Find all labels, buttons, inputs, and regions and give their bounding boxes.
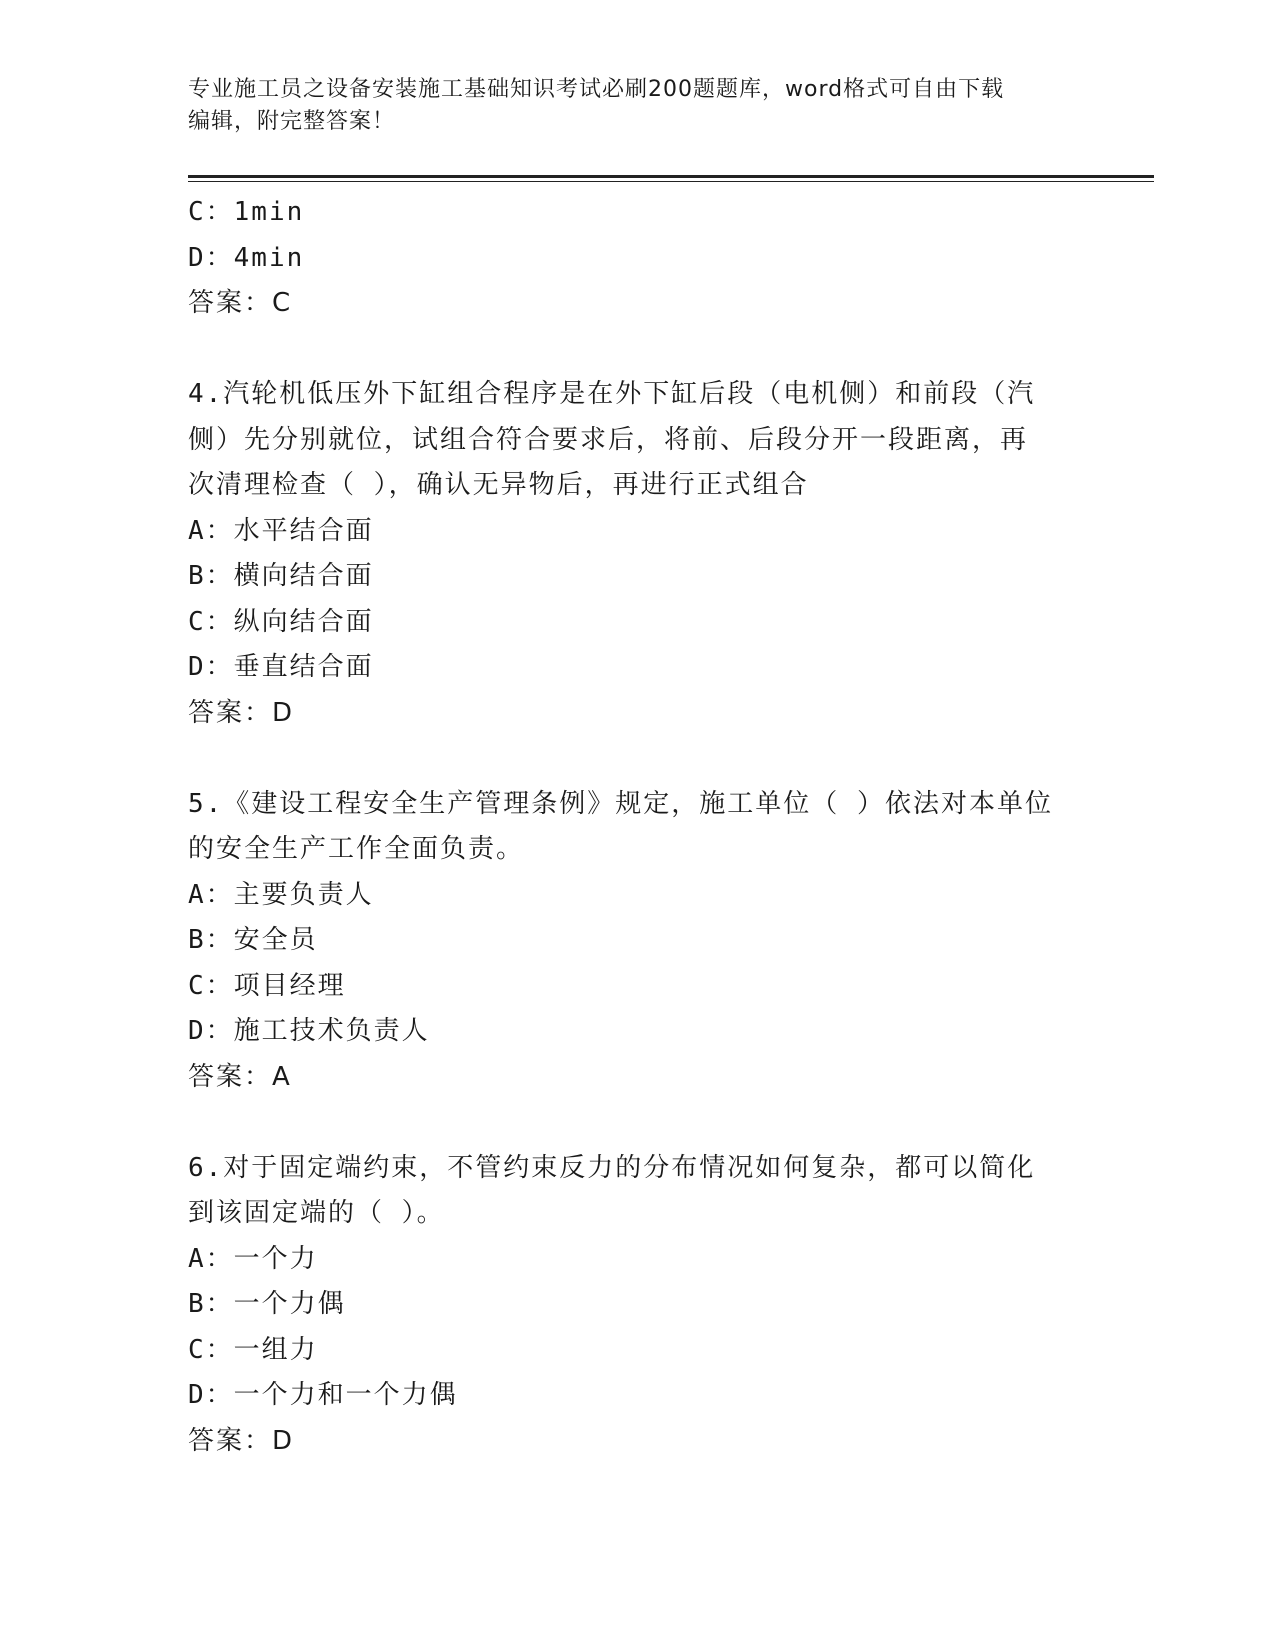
question-stem: 到该固定端的（ ）。 bbox=[188, 1198, 445, 1228]
question-4 bbox=[188, 372, 1088, 736]
option-d: D：施工技术负责人 bbox=[188, 1016, 430, 1046]
header-line-1: 专业施工员之设备安装施工基础知识考试必刷200题题库，word格式可自由下载 bbox=[188, 77, 1005, 102]
option-c: C：1min bbox=[188, 197, 305, 227]
option-b: B：一个力偶 bbox=[188, 1289, 346, 1319]
spacer bbox=[188, 327, 1088, 373]
option-d: D：垂直结合面 bbox=[188, 652, 374, 682]
option-b: B：安全员 bbox=[188, 925, 318, 955]
answer-line: 答案：D bbox=[188, 1425, 295, 1456]
question-stem: 的安全生产工作全面负责。 bbox=[188, 834, 525, 864]
spacer bbox=[188, 1100, 1088, 1146]
option-c: C：一组力 bbox=[188, 1334, 318, 1365]
option-a: A：一个力 bbox=[188, 1243, 318, 1274]
question-stem: 侧）先分别就位，试组合符合要求后，将前、后段分开一段距离，再 bbox=[188, 424, 1029, 455]
option-c: C：项目经理 bbox=[188, 970, 346, 1001]
question-list bbox=[188, 190, 1088, 1464]
option-d: D：4min bbox=[188, 242, 305, 273]
answer-line: 答案：C bbox=[188, 288, 293, 318]
question-3-tail bbox=[188, 190, 1088, 327]
option-d: D：一个力和一个力偶 bbox=[188, 1380, 458, 1410]
question-6 bbox=[188, 1146, 1088, 1465]
option-c: C：纵向结合面 bbox=[188, 606, 374, 637]
spacer bbox=[188, 736, 1088, 782]
question-stem: 次清理检查（ ），确认无异物后，再进行正式组合 bbox=[188, 470, 809, 500]
option-a: A：水平结合面 bbox=[188, 515, 374, 546]
question-stem: 4.汽轮机低压外下缸组合程序是在外下缸后段（电机侧）和前段（汽 bbox=[188, 379, 1036, 409]
answer-line: 答案：D bbox=[188, 697, 295, 728]
header-divider-thin bbox=[188, 181, 1154, 182]
option-b: B：横向结合面 bbox=[188, 561, 374, 591]
header-line-2: 编辑，附完整答案！ bbox=[188, 109, 396, 134]
option-a: A：主要负责人 bbox=[188, 879, 374, 910]
document-header bbox=[188, 74, 1088, 138]
question-stem: 6.对于固定端约束，不管约束反力的分布情况如何复杂，都可以简化 bbox=[188, 1152, 1036, 1183]
question-stem: 5.《建设工程安全生产管理条例》规定，施工单位（ ）依法对本单位 bbox=[188, 788, 1053, 819]
header-divider-thick bbox=[188, 175, 1154, 178]
question-5 bbox=[188, 782, 1088, 1101]
answer-line: 答案：A bbox=[188, 1061, 292, 1092]
